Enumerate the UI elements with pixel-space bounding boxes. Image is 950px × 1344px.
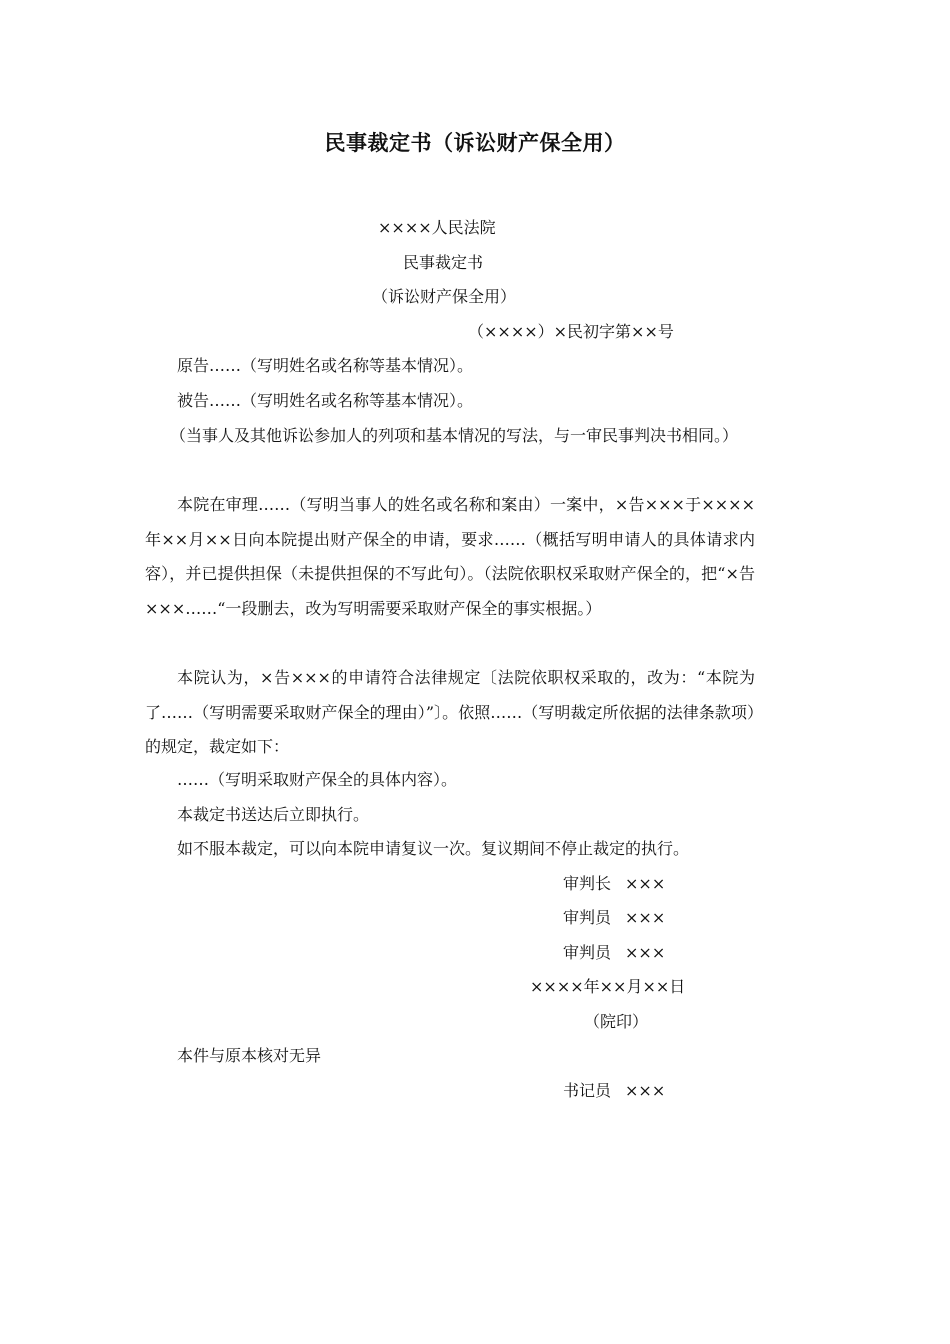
signature-name: ××× [625,1081,666,1100]
document-title: 民事裁定书（诉讼财产保全用） [324,131,626,155]
signature-judge-1 [563,908,665,928]
parties-note: （当事人及其他诉讼参加人的列项和基本情况的写法，与一审民事判决书相同。） [170,426,739,445]
signature-label: 审判员 [563,943,612,962]
signature-label: 审判员 [563,908,612,927]
signature-judge-2 [563,943,665,963]
signature-name: ××× [625,874,666,893]
signature-name: ××× [625,943,666,962]
case-number: （××××）×民初字第××号 [468,322,674,341]
signature-clerk [563,1081,665,1101]
ruling-content: ……（写明采取财产保全的具体内容）。 [177,770,458,789]
paragraph-facts: 本院在审理……（写明当事人的姓名或名称和案由）一案中，×告×××于××××年××月××日向本院提出财产保全的申请，要求……（概括写明申请人的具体请求内容），并已提供担保（未提供担保的不写此句）。（法院依职权采取财产保全的，把“×告×××……“一段删去，改为写明需要采取财产保全的事实根据。） [145,495,755,618]
paragraph-reasoning: 本院认为，×告×××的申请符合法律规定〔法院依职权采取的，改为：“本院为了……（写明需要采取财产保全的理由）”〕。依照……（写明裁定所依据的法律条款项）的规定，裁定如下： [145,668,755,756]
verification-note: 本件与原本核对无异 [177,1046,322,1065]
ruling-date: ××××年××月××日 [530,977,686,996]
court-seal: （院印） [584,1012,649,1031]
signature-presiding-judge [563,874,665,894]
court-name: ××××人民法院 [378,218,496,237]
plaintiff-line: 原告……（写明姓名或名称等基本情况）。 [177,356,474,375]
signature-label: 审判长 [563,874,612,893]
signature-name: ××× [625,908,666,927]
execution-note: 本裁定书送达后立即执行。 [177,805,370,824]
defendant-line: 被告……（写明姓名或名称等基本情况）。 [177,391,474,410]
document-type: 民事裁定书 [403,253,484,272]
appeal-note: 如不服本裁定，可以向本院申请复议一次。复议期间不停止裁定的执行。 [177,839,690,858]
signature-label: 书记员 [563,1081,612,1100]
document-subtype: （诉讼财产保全用） [372,287,517,306]
